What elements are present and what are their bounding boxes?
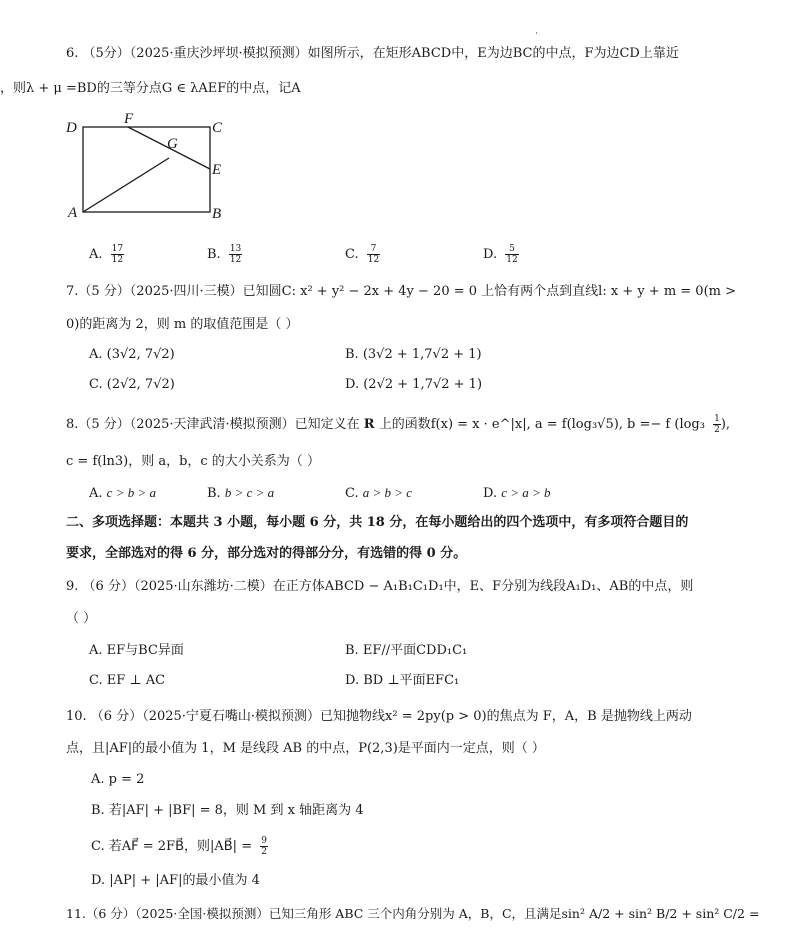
- q7-option-a[interactable]: [89, 346, 175, 364]
- numerator: 5: [505, 244, 518, 255]
- option-letter: B.: [345, 347, 359, 362]
- fraction: [111, 244, 124, 265]
- q9-option-b[interactable]: [345, 642, 467, 660]
- option-letter: D.: [345, 673, 360, 688]
- q8-stem-line2: c = f(ln3)，则 a，b，c 的大小关系为（ ）: [66, 454, 320, 469]
- label-g: G: [167, 136, 178, 152]
- q6-option-a[interactable]: [89, 244, 124, 265]
- q7-option-d[interactable]: [345, 376, 482, 394]
- option-letter: A.: [89, 347, 103, 362]
- option-text: EF与BC异面: [106, 643, 184, 658]
- option-text: c > b > a: [106, 485, 156, 500]
- q8-stem-line1: [66, 414, 730, 435]
- numerator: 13: [229, 244, 242, 254]
- denominator: 12: [111, 255, 124, 265]
- label-b: B: [212, 206, 222, 222]
- label-e: E: [212, 162, 222, 178]
- option-letter: D.: [91, 873, 106, 888]
- section2-heading-line1: 二、多项选择题：本题共 3 小题，每小题 6 分，共 18 分，在每小题给出的四个选项中，有多项符合题目的: [66, 515, 689, 530]
- numerator: 17: [111, 244, 124, 254]
- q7-option-c[interactable]: [89, 376, 175, 394]
- section2-heading-line2: 要求，全部选对的得 6 分，部分选对的得部分分，有选错的得 0 分。: [66, 546, 467, 561]
- option-letter: D.: [483, 247, 498, 262]
- numerator: 1: [714, 414, 720, 424]
- option-text: (2√2, 7√2): [106, 377, 175, 392]
- option-text: (2√2 + 1,7√2 + 1): [363, 377, 483, 392]
- q7-stem-line1: 7.（5 分）（2025·四川·三模）已知圆C: x² + y² − 2x + 4y − 20 = 0 上恰有两个点到直线l: x + y + m = 0(m >: [66, 284, 737, 299]
- fraction: [367, 244, 380, 265]
- option-letter: C.: [89, 377, 103, 392]
- option-text: a > b > c: [362, 485, 413, 500]
- q8-text-c: ),: [720, 417, 731, 432]
- label-a: A: [68, 205, 78, 221]
- option-letter: B.: [207, 486, 221, 501]
- q10-stem-line1: 10. （6 分）（2025·宁夏石嘴山·模拟预测）已知抛物线x² = 2py(p > 0)的焦点为 F，A，B 是抛物线上两动: [66, 709, 692, 724]
- q8-option-d[interactable]: [483, 484, 551, 503]
- option-letter: D.: [483, 486, 498, 501]
- q11-stem-line1: 11.（6 分）（2025·全国·模拟预测）已知三角形 ABC 三个内角分别为 A，B，C，且满足sin² A/2 + sin² B/2 + sin² C/2 =: [66, 906, 760, 921]
- stray-dot: [536, 32, 537, 34]
- label-d: D: [66, 120, 77, 136]
- q8-text-b: 上的函数f(x) = x · e^|x|, a = f(log₃√5), b =− f (log₃: [374, 417, 710, 432]
- numerator: 9: [261, 836, 267, 846]
- rect-abcd: [83, 127, 210, 212]
- q10-option-b[interactable]: [91, 802, 364, 820]
- q10-stem-line2: 点，且|AF|的最小值为 1，M 是线段 AB 的中点，P(2,3)是平面内一定点，则（ ）: [66, 741, 545, 756]
- denominator: 2: [261, 847, 267, 857]
- denominator: 12: [506, 255, 518, 265]
- fraction: [260, 836, 268, 857]
- fraction: [713, 414, 721, 435]
- option-text: EF//平面CDD₁C₁: [362, 643, 468, 658]
- q10-option-a[interactable]: [91, 771, 144, 789]
- q9-option-a[interactable]: [89, 642, 184, 660]
- option-letter: B.: [207, 247, 221, 262]
- q9-option-d[interactable]: [345, 672, 459, 690]
- q10-option-c[interactable]: [91, 836, 268, 857]
- q6-option-d[interactable]: [483, 244, 519, 265]
- q6-rectangle-figure: [62, 110, 232, 225]
- option-letter: A.: [89, 643, 103, 658]
- option-text: 若AF⃗ = 2FB⃗，则|AB⃗| =: [108, 839, 257, 854]
- option-letter: B.: [345, 643, 359, 658]
- q8-option-b[interactable]: [207, 484, 274, 503]
- q10-option-d[interactable]: [91, 872, 260, 890]
- q8-option-c[interactable]: [345, 484, 412, 503]
- option-text: c > a > b: [501, 485, 551, 500]
- option-text: b > c > a: [224, 485, 275, 500]
- option-letter: C.: [345, 247, 359, 262]
- q8-real-set: R: [363, 417, 375, 432]
- q6-option-c[interactable]: [345, 244, 380, 265]
- q9-option-c[interactable]: [89, 672, 165, 690]
- fraction: [505, 244, 518, 265]
- option-text: BD ⊥平面EFC₁: [363, 673, 460, 688]
- option-letter: A.: [89, 247, 103, 262]
- option-letter: A.: [91, 772, 105, 787]
- denominator: 12: [229, 255, 242, 265]
- denominator: 2: [714, 425, 720, 435]
- label-f: F: [124, 111, 134, 127]
- segment-ag: [83, 158, 169, 212]
- q9-stem-line2: （ ）: [66, 611, 97, 626]
- fraction: [229, 244, 242, 265]
- option-text: (3√2, 7√2): [106, 347, 175, 362]
- option-text: p = 2: [108, 772, 145, 787]
- option-text: (3√2 + 1,7√2 + 1): [362, 347, 482, 362]
- q8-option-a[interactable]: [89, 484, 156, 503]
- q8-text-a: 8.（5 分）（2025·天津武清·模拟预测）已知定义在: [66, 417, 364, 432]
- option-letter: B.: [91, 803, 105, 818]
- q7-option-b[interactable]: [345, 346, 482, 364]
- label-c: C: [212, 120, 223, 136]
- option-letter: C.: [91, 839, 105, 854]
- q9-stem-line1: 9. （6 分）（2025·山东潍坊·二模）在正方体ABCD − A₁B₁C₁D₁中，E、F分别为线段A₁D₁、AB的中点，则: [66, 579, 694, 594]
- numerator: 7: [367, 244, 380, 255]
- option-letter: A.: [89, 486, 103, 501]
- option-text: 若|AF| + |BF| = 8，则 M 到 x 轴距离为 4: [108, 803, 364, 818]
- option-letter: C.: [345, 486, 359, 501]
- option-letter: C.: [89, 673, 103, 688]
- denominator: 12: [367, 255, 380, 265]
- q6-stem-line1: 6. （5分）（2025·重庆沙坪坝·模拟预测）如图所示，在矩形ABCD中，E为边BC的中点，F为边CD上靠近: [66, 46, 679, 61]
- q6-option-b[interactable]: [207, 244, 242, 265]
- option-letter: D.: [345, 377, 360, 392]
- option-text: |AP| + |AF|的最小值为 4: [109, 873, 260, 888]
- q6-stem-line2: ，则λ + μ =BD的三等分点G ∈ λAEF的中点，记A: [0, 81, 301, 96]
- option-text: EF ⊥ AC: [106, 673, 166, 688]
- q7-stem-line2: 0)的距离为 2，则 m 的取值范围是（ ）: [66, 317, 299, 332]
